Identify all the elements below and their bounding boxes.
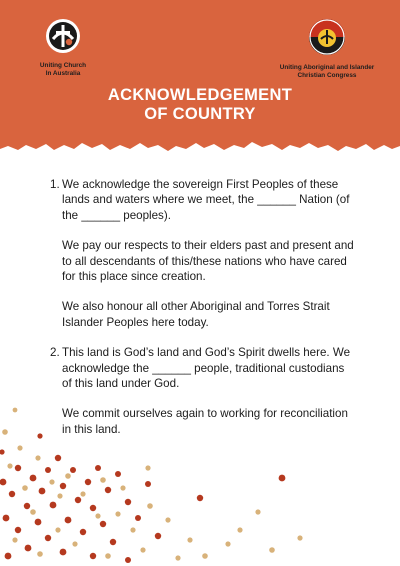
respects-paragraph: We pay our respects to their elders past and present and to all descendants of this/these nations who have cared for this place since creation. <box>62 239 354 284</box>
uaicc-logo <box>272 18 382 79</box>
page-title-line2: OF COUNTRY <box>144 105 256 123</box>
dots-red <box>0 433 285 563</box>
commitment-paragraph: We commit ourselves again to working for reconciliation in this land. <box>62 407 348 436</box>
uniting-church-caption-line2: In Australia <box>45 69 81 77</box>
list-item-1-number: 1. <box>50 178 60 191</box>
acknowledgement-body <box>50 177 355 452</box>
honour-paragraph: We also honour all other Aboriginal and Torres Strait Islander Peoples here today. <box>62 300 330 329</box>
uniting-church-caption-line1: Uniting Church <box>39 62 87 69</box>
uaicc-caption-line1: Uniting Aboriginal and Islander <box>279 64 375 71</box>
uaicc-emblem-icon <box>308 18 346 56</box>
uaicc-caption-line2: Christian Congress <box>297 71 357 79</box>
list-item-2-text: This land is God’s land and God’s Spirit dwells here. We acknowledge the ______ people, traditional custodians of this land under God. <box>62 346 351 391</box>
list-item-1 <box>50 177 355 223</box>
list-item-2 <box>50 345 355 391</box>
uaicc-caption <box>272 64 382 79</box>
page-title <box>0 86 400 124</box>
uniting-church-caption <box>28 62 98 77</box>
page-title-line1: ACKNOWLEDGEMENT <box>107 86 293 104</box>
uniting-church-logo <box>28 18 98 77</box>
uniting-church-emblem-icon <box>45 18 81 54</box>
list-item-1-text: We acknowledge the sovereign First Peoples of these lands and waters where we meet, the ______ Nation (of the ______ peoples). <box>62 178 350 222</box>
list-item-2-number: 2. <box>50 346 60 360</box>
